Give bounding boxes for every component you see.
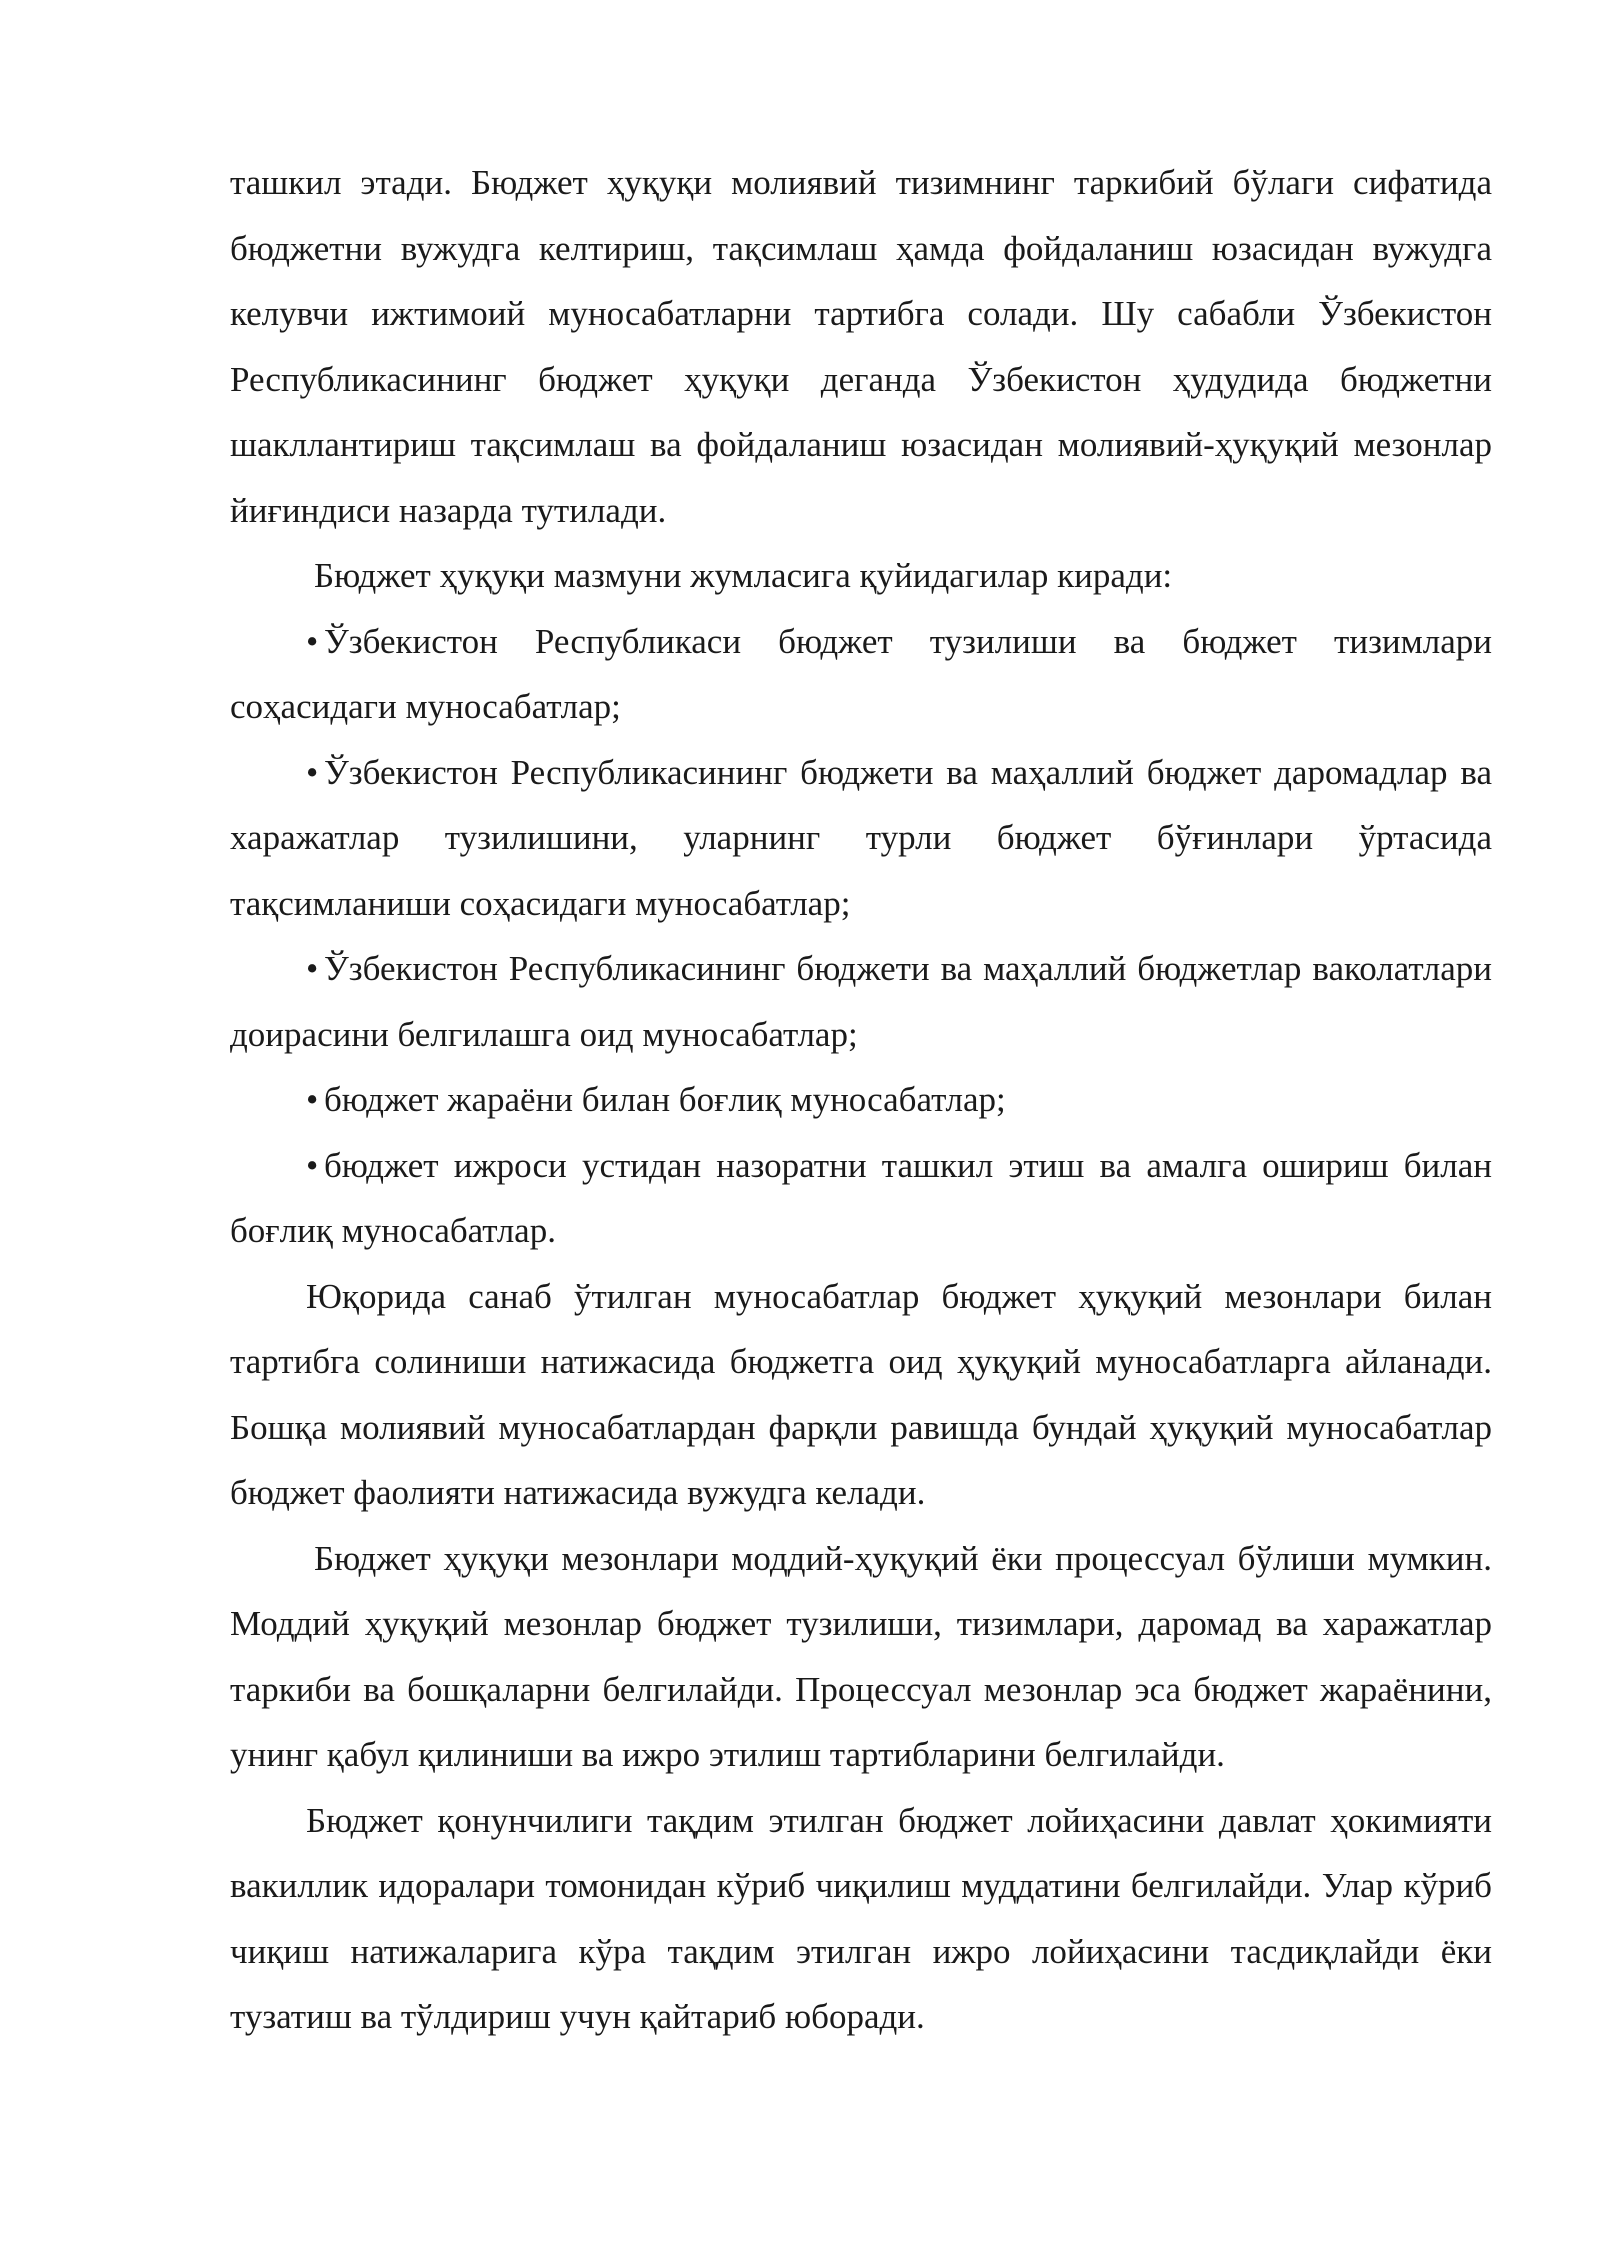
list-item-text: Ўзбекистон Республикасининг бюджети ва маҳаллий бюджет даромадлар ва харажатлар тузилишини, уларнинг турли бюджет бўғинлари ўртасида тақсимланиши соҳасидаги муносабатлар; xyxy=(230,752,1492,923)
paragraph-legislation: Бюджет қонунчилиги тақдим этилган бюджет лойиҳасини давлат ҳокимияти вакиллик идоралари томонидан кўриб чиқилиш муддатини белгилайди. Улар кўриб чиқиш натижаларига кўра тақдим этилган ижро лойиҳасини тасдиқлайди ёки тузатиш ва тўлдириш учун қайтариб юборади. xyxy=(230,1800,1492,2036)
bullet-icon: • xyxy=(306,621,319,661)
list-item xyxy=(230,740,1492,937)
bullet-icon: • xyxy=(306,1080,319,1119)
list-item xyxy=(230,609,1492,740)
list-item-text: Ўзбекистон Республикасининг бюджети ва маҳаллий бюджетлар ваколатлари доирасини белгилашга оид муносабатлар; xyxy=(230,949,1492,1054)
list-item-text: бюджет ижроси устидан назоратни ташкил этиш ва амалга ошириш билан боғлиқ муносабатлар. xyxy=(230,1145,1492,1250)
paragraph-norms: Бюджет ҳуқуқи мезонлари моддий-ҳуқуқий ёки процессуал бўлиши мумкин. Моддий ҳуқуқий мезонлар бюджет тузилиши, тизимлари, даромад ва харажатлар таркиби ва бошқаларни белгилайди. Процессуал мезонлар эса бюджет жараёнини, унинг қабул қилиниши ва ижро этилиш тартибларини белгилайди. xyxy=(230,1538,1492,1774)
list-item-text: бюджет жараёни билан боғлиқ муносабатлар; xyxy=(324,1080,1006,1119)
bullet-icon: • xyxy=(306,752,319,792)
list-item xyxy=(230,1133,1492,1264)
list-item xyxy=(230,936,1492,1067)
list-heading: Бюджет ҳуқуқи мазмуни жумласига қуйидагилар киради: xyxy=(314,556,1173,595)
bullet-icon: • xyxy=(306,1145,319,1185)
intro-paragraph: ташкил этади. Бюджет ҳуқуқи молиявий тизимнинг таркибий бўлаги сифатида бюджетни вужудга келтириш, тақсимлаш ҳамда фойдаланиш юзасидан вужудга келувчи ижтимоий муносабатларни тартибга солади. Шу сабабли Ўзбекистон Республикасининг бюджет ҳуқуқи деганда Ўзбекистон ҳудудида бюджетни шакллантириш тақсимлаш ва фойдаланиш юзасидан молиявий-ҳуқуқий мезонлар йиғиндиси назарда тутилади. xyxy=(230,163,1492,530)
list-item-text: Ўзбекистон Республикаси бюджет тузилиши ва бюджет тизимлари соҳасидаги муносабатлар; xyxy=(230,621,1492,726)
list-item xyxy=(230,1067,1492,1133)
bullet-list xyxy=(230,609,1492,1264)
document-page xyxy=(230,150,1492,2050)
bullet-icon: • xyxy=(306,949,319,988)
paragraph-relations: Юқорида санаб ўтилган муносабатлар бюджет ҳуқуқий мезонлари билан тартибга солиниши натижасида бюджетга оид ҳуқуқий муносабатларга айланади. Бошқа молиявий муносабатлардан фарқли равишда бундай ҳуқуқий муносабатлар бюджет фаолияти натижасида вужудга келади. xyxy=(230,1276,1492,1512)
